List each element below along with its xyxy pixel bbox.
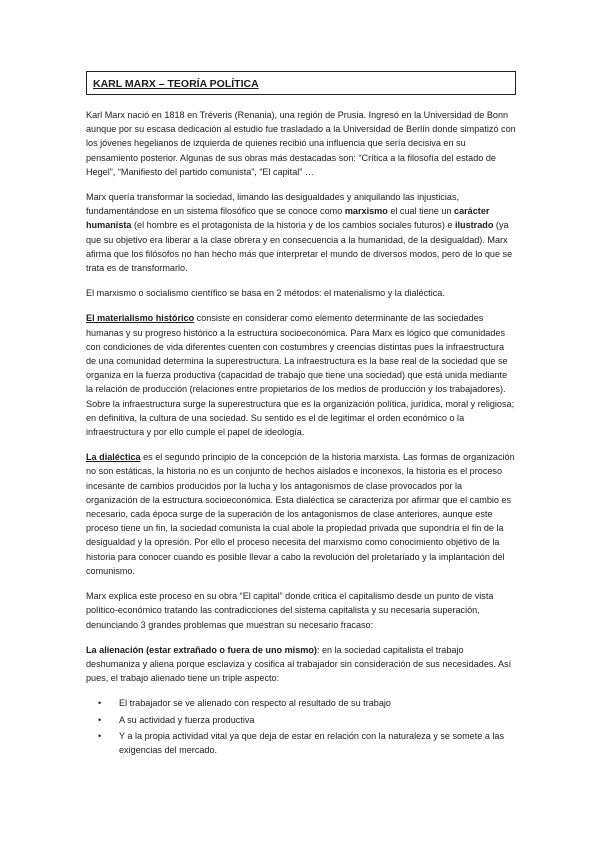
paragraph-biography: Karl Marx nació en 1818 en Tréveris (Renania), una región de Prusia. Ingresó en la Universidad de Bonn aunque por su escasa dedicación al estudio fue trasladado a la Universidad de Berlín donde simpatizó con los jóvenes hegelianos de izquierda de quienes recibió una influencia que sería decisiva en su pensamiento posterior. Algunas de sus obras más destacadas son: “Crítica a la filosofía del estado de Hegel”, “Manifiesto del partido comunista”, “El capital” … <box>86 110 516 177</box>
bold-term-humanista: carácter humanista <box>86 206 490 231</box>
paragraph-marxism <box>86 190 516 275</box>
text-run: el cual tiene un <box>387 206 455 217</box>
text-run: : en la sociedad capitalista el trabajo deshumaniza y aliena porque esclaviza y cosifica al trabajador sin consideración de sus necesidades. Así pues, el trabajo alienado tiene un triple aspecto: <box>86 644 512 684</box>
bullet-icon: • <box>98 730 102 741</box>
text-run: es el segundo principio de la concepción de la historia marxista. Las formas de organización no son estáticas, la historia no es un conjunto de hechos aislados e inconexos, la historia es el proceso incesante de cambios producidos por la lucha y los antagonismos de clase provocados por la organización de la estructura socioeconómica. Esta dialéctica se caracteriza por afirmar que el cambio es necesario, cada época surge de la superación de los antagonismos de clase anteriores, aunque este proceso tiene un fin, la sociedad comunista la cual abole la propiedad privada que supondría el fin de la desigualdad y la opresión. Por ello el proceso necesita del marxismo como conocimiento objetivo de la historia para conocer cuando es posible llevar a cabo la revolución del proletariado y la implantación del comunismo. <box>86 452 515 576</box>
list-item-text: Y a la propia actividad vital ya que deja de estar en relación con la naturaleza y se somete a las exigencias del mercado. <box>119 730 505 755</box>
document-title: KARL MARX – TEORÍA POLÍTICA <box>93 78 259 90</box>
text-run: (el hombre es el protagonista de la historia y de los cambios sociales futuros) e <box>131 220 455 231</box>
heading-dialectica: La dialéctica <box>86 452 141 463</box>
paragraph-methods: El marxismo o socialismo científico se basa en 2 métodos: el materialismo y la dialéctica. <box>86 288 445 299</box>
bold-term-alienacion: La alienación (estar extrañado o fuera de uno mismo) <box>86 644 317 655</box>
bullet-icon: • <box>98 714 102 725</box>
title-box <box>86 71 516 95</box>
list-item <box>96 696 516 710</box>
paragraph-materialism <box>86 311 516 439</box>
text-run: Marx quería transformar la sociedad, limando las desigualdades y aniquilando las injusticias, fundamentándose en un sistema filosófico que se conoce como <box>86 192 460 217</box>
list-item <box>96 713 516 727</box>
text-run: (ya que su objetivo era liberar a la clase obrera y en consecuencia a la humanidad, de la desigualdad). Marx afirma que los filósofos no han hecho más que interpretar el mundo de diversos modos, pero de lo que se trata es de transformarlo. <box>86 220 513 274</box>
bold-term-ilustrado: ilustrado <box>454 220 494 231</box>
text-run: consiste en considerar como elemento determinante de las sociedades humanas y su progreso histórico a la estructura socioeconómica. Para Marx es lógico que comunidades con condiciones de vida diferentes cuenten con costumbres y creencias distintas pues la infraestructura de una comunidad determina la superestructura. La infraestructura es la base real de la sociedad que se organiza en la fuerza productiva (capacidad de trabajo que tiene una sociedad) que está unida mediante la relación de producción (relaciones entre propietarios de los medios de producción y los trabajadores). Sobre la infraestructura surge la superestructura que es la organización política, jurídica, moral y religiosa; en definitiva, la cultura de una sociedad. Su sentido es el de legitimar el orden económico o la infraestructura y por ello cumple el papel de ideología. <box>86 313 515 438</box>
paragraph-capital: Marx explica este proceso en su obra “El capital” donde critica el capitalismo desde un punto de vista político-económico tratando las contradicciones del sistema capitalista y su necesaria superación, denunciando 3 grandes problemas que muestran su necesario fracaso: <box>86 591 494 630</box>
list-item <box>96 729 516 757</box>
heading-materialismo: El materialismo histórico <box>86 313 195 324</box>
paragraph-dialectic <box>86 450 516 578</box>
list-item-text: El trabajador se ve alienado con respecto al resultado de su trabajo <box>119 698 391 709</box>
bullet-icon: • <box>98 698 102 709</box>
alienation-list <box>86 696 516 757</box>
paragraph-alienation <box>86 643 516 686</box>
list-item-text: A su actividad y fuerza productiva <box>119 714 255 725</box>
bold-term-marxismo: marxismo <box>344 206 388 217</box>
